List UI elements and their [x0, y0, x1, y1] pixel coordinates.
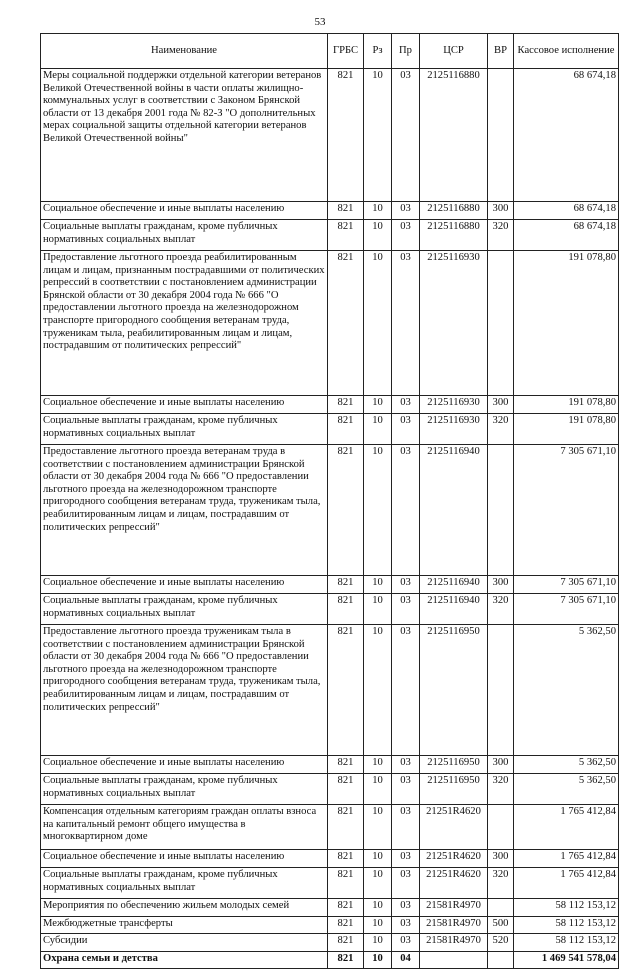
cell-rz: 10 [364, 251, 392, 396]
table-header-row [41, 34, 619, 69]
cell-amount: 5 362,50 [514, 756, 619, 774]
cell-pr: 03 [392, 202, 420, 220]
table-row [41, 756, 619, 774]
cell-vr: 300 [488, 576, 514, 594]
cell-grbs: 821 [328, 69, 364, 202]
cell-vr: 320 [488, 594, 514, 625]
cell-grbs: 821 [328, 756, 364, 774]
cell-csr: 21251R4620 [420, 850, 488, 868]
cell-name: Межбюджетные трансферты [41, 917, 328, 934]
cell-amount: 7 305 671,10 [514, 576, 619, 594]
cell-rz: 10 [364, 202, 392, 220]
cell-grbs: 821 [328, 576, 364, 594]
header-vr: ВР [488, 34, 514, 69]
cell-rz: 10 [364, 625, 392, 756]
cell-grbs: 821 [328, 899, 364, 917]
cell-csr: 2125116930 [420, 396, 488, 414]
table-row [41, 805, 619, 850]
cell-csr: 2125116880 [420, 202, 488, 220]
cell-amount: 58 112 153,12 [514, 917, 619, 934]
cell-name: Социальные выплаты гражданам, кроме публичных нормативных социальных выплат [41, 868, 328, 899]
cell-pr: 03 [392, 396, 420, 414]
cell-rz: 10 [364, 756, 392, 774]
cell-rz: 10 [364, 414, 392, 445]
cell-csr: 2125116940 [420, 594, 488, 625]
header-rz: Рз [364, 34, 392, 69]
header-name: Наименование [41, 34, 328, 69]
cell-csr: 2125116880 [420, 220, 488, 251]
cell-amount: 5 362,50 [514, 625, 619, 756]
cell-grbs: 821 [328, 934, 364, 952]
header-grbs: ГРБС [328, 34, 364, 69]
cell-name: Социальное обеспечение и иные выплаты населению [41, 850, 328, 868]
cell-name: Социальные выплаты гражданам, кроме публичных нормативных социальных выплат [41, 220, 328, 251]
cell-grbs: 821 [328, 251, 364, 396]
table-row [41, 69, 619, 202]
cell-vr [488, 952, 514, 969]
cell-vr: 300 [488, 850, 514, 868]
cell-grbs: 821 [328, 220, 364, 251]
cell-csr: 2125116950 [420, 625, 488, 756]
cell-rz: 10 [364, 934, 392, 952]
budget-table [40, 33, 619, 969]
cell-csr: 2125116950 [420, 756, 488, 774]
cell-vr [488, 69, 514, 202]
table-row [41, 445, 619, 576]
cell-grbs: 821 [328, 396, 364, 414]
cell-vr [488, 445, 514, 576]
table-row [41, 220, 619, 251]
cell-vr: 320 [488, 220, 514, 251]
cell-name: Субсидии [41, 934, 328, 952]
cell-rz: 10 [364, 774, 392, 805]
cell-amount: 1 765 412,84 [514, 868, 619, 899]
cell-pr: 03 [392, 445, 420, 576]
table-row [41, 934, 619, 952]
cell-vr [488, 805, 514, 850]
cell-rz: 10 [364, 220, 392, 251]
cell-amount: 68 674,18 [514, 69, 619, 202]
cell-pr: 03 [392, 756, 420, 774]
cell-amount: 1 765 412,84 [514, 805, 619, 850]
table-row [41, 899, 619, 917]
cell-name: Социальное обеспечение и иные выплаты населению [41, 396, 328, 414]
cell-csr: 2125116950 [420, 774, 488, 805]
cell-grbs: 821 [328, 850, 364, 868]
table-row [41, 917, 619, 934]
cell-amount: 7 305 671,10 [514, 445, 619, 576]
cell-grbs: 821 [328, 952, 364, 969]
cell-csr: 21581R4970 [420, 899, 488, 917]
cell-vr: 320 [488, 868, 514, 899]
table-row [41, 774, 619, 805]
cell-amount: 58 112 153,12 [514, 899, 619, 917]
cell-pr: 03 [392, 576, 420, 594]
cell-csr: 21581R4970 [420, 934, 488, 952]
cell-grbs: 821 [328, 414, 364, 445]
cell-rz: 10 [364, 850, 392, 868]
cell-name: Социальные выплаты гражданам, кроме публичных нормативных социальных выплат [41, 594, 328, 625]
cell-csr: 21251R4620 [420, 805, 488, 850]
table-row [41, 202, 619, 220]
cell-rz: 10 [364, 445, 392, 576]
cell-vr [488, 899, 514, 917]
cell-grbs: 821 [328, 445, 364, 576]
cell-vr: 320 [488, 774, 514, 805]
cell-pr: 03 [392, 774, 420, 805]
cell-rz: 10 [364, 899, 392, 917]
cell-name: Предоставление льготного проезда ветеранам труда в соответствии с постановлением администрации Брянской области от 30 декабря 2004 года № 666 "О предоставлении льготного проезда на железнодорожном транспорте пригородного сообщения ветеранам труда, труженикам тыла, реабилитированным лицам и лицам, пострадавшим от политических репрессий" [41, 445, 328, 576]
page-number: 53 [314, 16, 326, 28]
cell-pr: 03 [392, 414, 420, 445]
cell-amount: 191 078,80 [514, 396, 619, 414]
cell-amount: 191 078,80 [514, 251, 619, 396]
cell-name: Охрана семьи и детства [41, 952, 328, 969]
cell-amount: 5 362,50 [514, 774, 619, 805]
cell-name: Социальное обеспечение и иные выплаты населению [41, 202, 328, 220]
cell-pr: 03 [392, 69, 420, 202]
header-csr: ЦСР [420, 34, 488, 69]
cell-amount: 58 112 153,12 [514, 934, 619, 952]
cell-name: Предоставление льготного проезда труженикам тыла в соответствии с постановлением администрации Брянской области от 30 декабря 2004 года № 666 "О предоставлении льготного проезда на железнодорожном транспорте пригородного сообщения ветеранам труда, труженикам тыла, реабилитированным лицам и лицам, пострадавшим от политических репрессий" [41, 625, 328, 756]
cell-grbs: 821 [328, 202, 364, 220]
cell-name: Социальное обеспечение и иные выплаты населению [41, 756, 328, 774]
cell-amount: 7 305 671,10 [514, 594, 619, 625]
cell-grbs: 821 [328, 805, 364, 850]
table-row [41, 594, 619, 625]
cell-csr: 21581R4970 [420, 917, 488, 934]
table-row [41, 414, 619, 445]
cell-vr: 520 [488, 934, 514, 952]
cell-amount: 68 674,18 [514, 202, 619, 220]
cell-csr: 2125116940 [420, 576, 488, 594]
cell-rz: 10 [364, 576, 392, 594]
table-row [41, 576, 619, 594]
cell-rz: 10 [364, 868, 392, 899]
cell-pr: 03 [392, 850, 420, 868]
cell-vr: 320 [488, 414, 514, 445]
table-row [41, 868, 619, 899]
cell-csr [420, 952, 488, 969]
cell-grbs: 821 [328, 868, 364, 899]
cell-pr: 03 [392, 934, 420, 952]
cell-amount: 191 078,80 [514, 414, 619, 445]
cell-rz: 10 [364, 396, 392, 414]
cell-pr: 04 [392, 952, 420, 969]
cell-name: Социальные выплаты гражданам, кроме публичных нормативных социальных выплат [41, 414, 328, 445]
cell-vr: 500 [488, 917, 514, 934]
cell-vr: 300 [488, 202, 514, 220]
cell-pr: 03 [392, 594, 420, 625]
cell-pr: 03 [392, 625, 420, 756]
cell-pr: 03 [392, 917, 420, 934]
cell-name: Социальное обеспечение и иные выплаты населению [41, 576, 328, 594]
cell-pr: 03 [392, 805, 420, 850]
cell-pr: 03 [392, 251, 420, 396]
cell-name: Меры социальной поддержки отдельной категории ветеранов Великой Отечественной войны в части оплаты жилищно-коммунальных услуг в соответствии с Законом Брянской области от 13 декабря 2001 года № 82-З "О дополнительных мерах социальной защиты отдельной категории ветеранов Великой Отечественной войны" [41, 69, 328, 202]
cell-csr: 2125116930 [420, 251, 488, 396]
cell-grbs: 821 [328, 917, 364, 934]
table-row [41, 251, 619, 396]
cell-name: Социальные выплаты гражданам, кроме публичных нормативных социальных выплат [41, 774, 328, 805]
cell-rz: 10 [364, 69, 392, 202]
header-amount: Кассовое исполнение [514, 34, 619, 69]
table-row [41, 850, 619, 868]
cell-csr: 21251R4620 [420, 868, 488, 899]
cell-rz: 10 [364, 805, 392, 850]
cell-amount: 68 674,18 [514, 220, 619, 251]
cell-csr: 2125116880 [420, 69, 488, 202]
cell-rz: 10 [364, 594, 392, 625]
cell-amount: 1 469 541 578,04 [514, 952, 619, 969]
cell-grbs: 821 [328, 625, 364, 756]
table-row [41, 625, 619, 756]
cell-csr: 2125116940 [420, 445, 488, 576]
cell-vr [488, 625, 514, 756]
cell-name: Мероприятия по обеспечению жильем молодых семей [41, 899, 328, 917]
cell-csr: 2125116930 [420, 414, 488, 445]
cell-grbs: 821 [328, 774, 364, 805]
cell-rz: 10 [364, 952, 392, 969]
cell-vr: 300 [488, 756, 514, 774]
cell-vr [488, 251, 514, 396]
cell-name: Предоставление льготного проезда реабилитированным лицам и лицам, признанным пострадавшими от политических репрессий в соответствии с постановлением администрации Брянской области от 30 декабря 2004 года № 666 "О предоставлении льготного проезда на железнодорожном транспорте пригородного сообщения ветеранам труда, труженикам тыла, реабилитированным лицам и лицам, пострадавшим от политических репрессий" [41, 251, 328, 396]
cell-pr: 03 [392, 220, 420, 251]
cell-pr: 03 [392, 899, 420, 917]
cell-grbs: 821 [328, 594, 364, 625]
cell-vr: 300 [488, 396, 514, 414]
table-row [41, 952, 619, 969]
cell-rz: 10 [364, 917, 392, 934]
table-row [41, 396, 619, 414]
header-pr: Пр [392, 34, 420, 69]
cell-name: Компенсация отдельным категориям граждан оплаты взноса на капитальный ремонт общего имущества в многоквартирном доме [41, 805, 328, 850]
cell-pr: 03 [392, 868, 420, 899]
cell-amount: 1 765 412,84 [514, 850, 619, 868]
